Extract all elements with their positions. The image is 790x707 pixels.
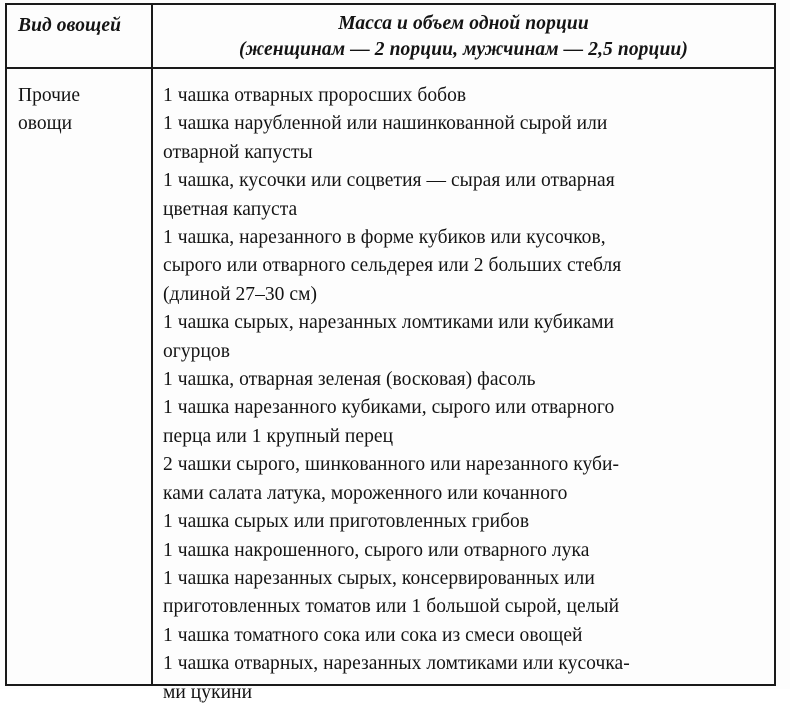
portion-line: 1 чашка, отварная зеленая (восковая) фасоль	[163, 369, 536, 391]
portion-line: (длиной 27–30 см)	[163, 283, 318, 305]
portion-list	[153, 69, 774, 707]
portion-line: 1 чашка сырых или приготовленных грибов	[163, 511, 530, 533]
portion-line: 1 чашка отварных проросших бобов	[163, 85, 467, 106]
portion-line: ми цукини	[163, 681, 253, 703]
portion-line: отварной капусты	[163, 141, 313, 163]
nutrition-table	[5, 3, 776, 703]
portion-line: 1 чашка сырых, нарезанных ломтиками или кубиками	[163, 312, 615, 334]
portion-line: 1 чашка, кусочки или соцветия — сырая или отварная	[163, 170, 615, 192]
portion-line: приготовленных томатов или 1 большой сырой, целый	[163, 596, 620, 618]
portion-line: 1 чашка, нарезанного в форме кубиков или кусочков,	[163, 227, 606, 249]
portion-line: 1 чашка томатного сока или сока из смеси овощей	[163, 624, 583, 646]
header-cell-kind	[7, 5, 153, 67]
body-cell-portion	[153, 69, 774, 703]
vegetable-kind-line-1: Прочие	[18, 85, 80, 106]
vegetable-kind-label	[7, 69, 138, 139]
column-header-portion-line-1: Масса и объем одной порции	[338, 13, 589, 34]
column-header-portion-line-2: (женщинам — 2 порции, мужчинам — 2,5 порции)	[239, 39, 688, 60]
portion-line: перца или 1 крупный перец	[163, 425, 394, 447]
column-header-portion	[153, 5, 774, 63]
body-cell-kind	[7, 69, 153, 684]
column-header-kind: Вид овощей	[18, 15, 122, 36]
header-cell-portion	[153, 5, 774, 67]
portion-line: 1 чашка нарезанного кубиками, сырого или отварного	[163, 397, 615, 419]
portion-line: 1 чашка нарезанных сырых, консервированных или	[163, 567, 595, 589]
portion-line: цветная капуста	[163, 198, 298, 220]
portion-line: 1 чашка нарубленной или нашинкованной сырой или	[163, 113, 608, 135]
table-header-row	[7, 5, 774, 69]
portion-line: ками салата латука, мороженного или кочанного	[163, 482, 568, 504]
portion-line: 2 чашки сырого, шинкованного или нарезанного куби-	[163, 454, 620, 476]
portion-line: 1 чашка накрошенного, сырого или отварного лука	[163, 539, 590, 561]
table-row	[7, 69, 774, 703]
portion-line: огурцов	[163, 340, 230, 362]
portion-line: сырого или отварного сельдерея или 2 больших стебля	[163, 255, 622, 277]
vegetable-kind-line-2: овощи	[18, 113, 73, 135]
portion-line: 1 чашка отварных, нарезанных ломтиками или кусочка-	[163, 653, 630, 675]
